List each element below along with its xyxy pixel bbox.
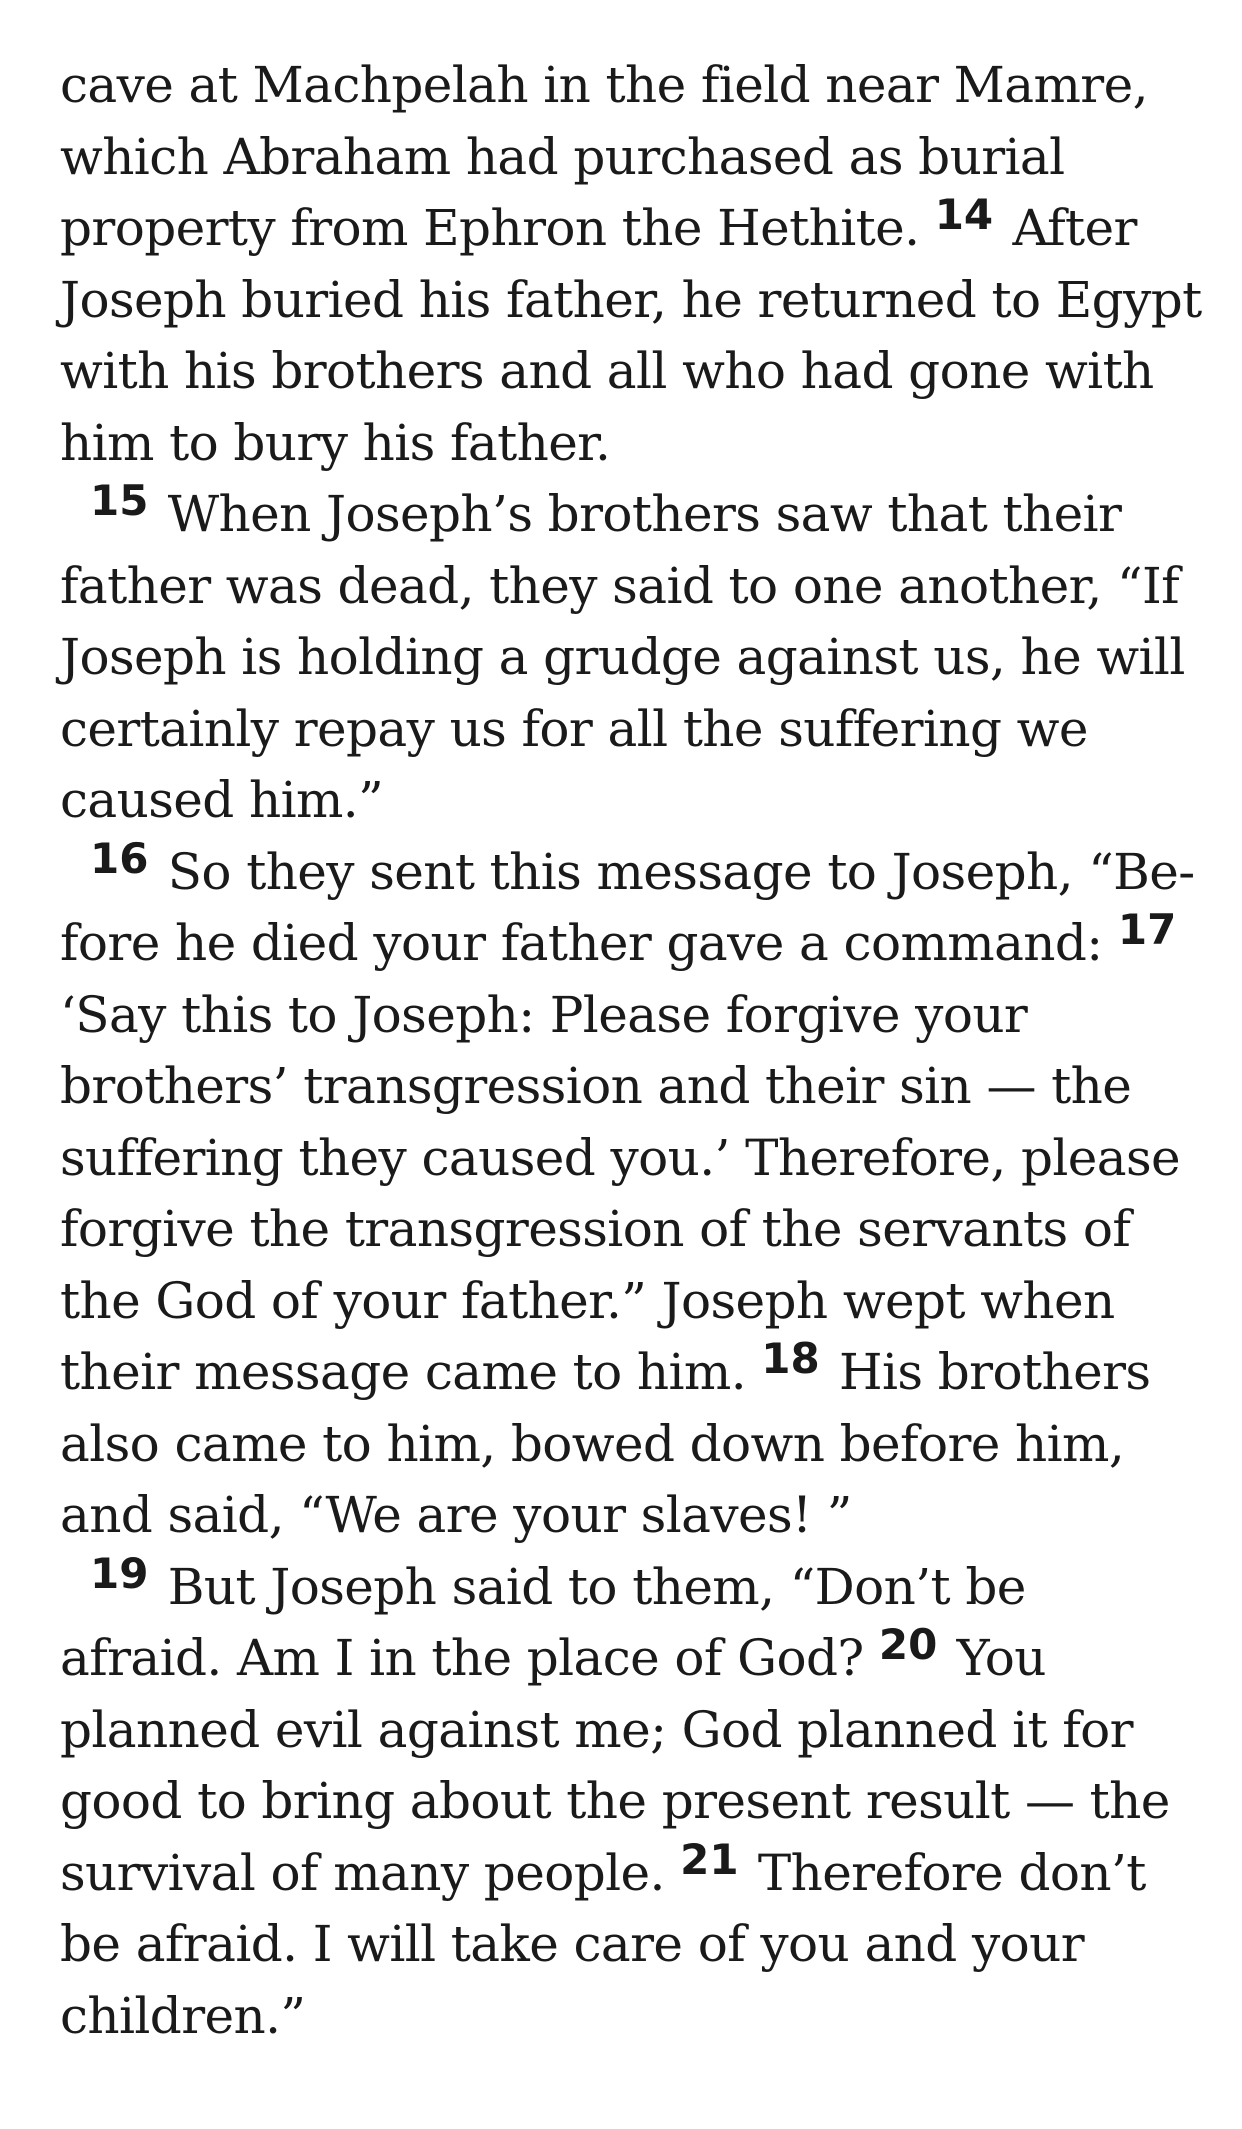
passage-text: After Joseph buried his father, he returned to Egypt with his brothers and all who had gone with him to bury his father. <box>60 199 1202 472</box>
passage-text: When Joseph’s brothers saw that their father was dead, they said to one another, “If Joseph is holding a grudge against us, he will certainly repay us for all the suffering we caused him.” <box>60 485 1185 829</box>
passage-text: But Joseph said to them, “Don’t be afraid. Am I in the place of God? <box>60 1557 1026 1687</box>
verse-number-14[interactable]: 14 <box>934 190 994 239</box>
passage-text: You planned evil against me; God planned it for good to bring about the present result — the survival of many people. <box>60 1629 1170 1902</box>
verse-number-16[interactable]: 16 <box>90 833 149 883</box>
passage-text: ‘Say this to Joseph: Please forgive your brothers’ transgression and their sin — the suffering they caused you.’ Therefore, please forgive the transgression of the servants of the God of your father.” Joseph wept when their message came to him. <box>60 985 1181 1401</box>
paragraph <box>60 833 1202 1552</box>
passage-text: So they sent this message to Joseph, “Before he died your father gave a command: <box>60 842 1196 972</box>
scripture-passage <box>60 50 1202 2052</box>
paragraph <box>60 1548 1202 2053</box>
passage-text: cave at Machpelah in the field near Mamre, which Abraham had purchased as burial property from Ephron the Hethite. <box>60 56 1148 257</box>
verse-number-15[interactable]: 15 <box>90 476 149 525</box>
paragraph <box>60 50 1202 479</box>
verse-number-19[interactable]: 19 <box>90 1548 149 1598</box>
passage-text: His brothers also came to him, bowed down before him, and said, “We are your slaves! ” <box>60 1343 1151 1544</box>
passage-text: Therefore don’t be afraid. I will take care of you and your children.” <box>60 1843 1146 2045</box>
verse-number-20[interactable]: 20 <box>878 1620 938 1669</box>
verse-number-18[interactable]: 18 <box>761 1334 820 1383</box>
verse-number-17[interactable]: 17 <box>1117 905 1177 954</box>
verse-number-21[interactable]: 21 <box>680 1834 739 1884</box>
paragraph <box>60 476 1202 837</box>
